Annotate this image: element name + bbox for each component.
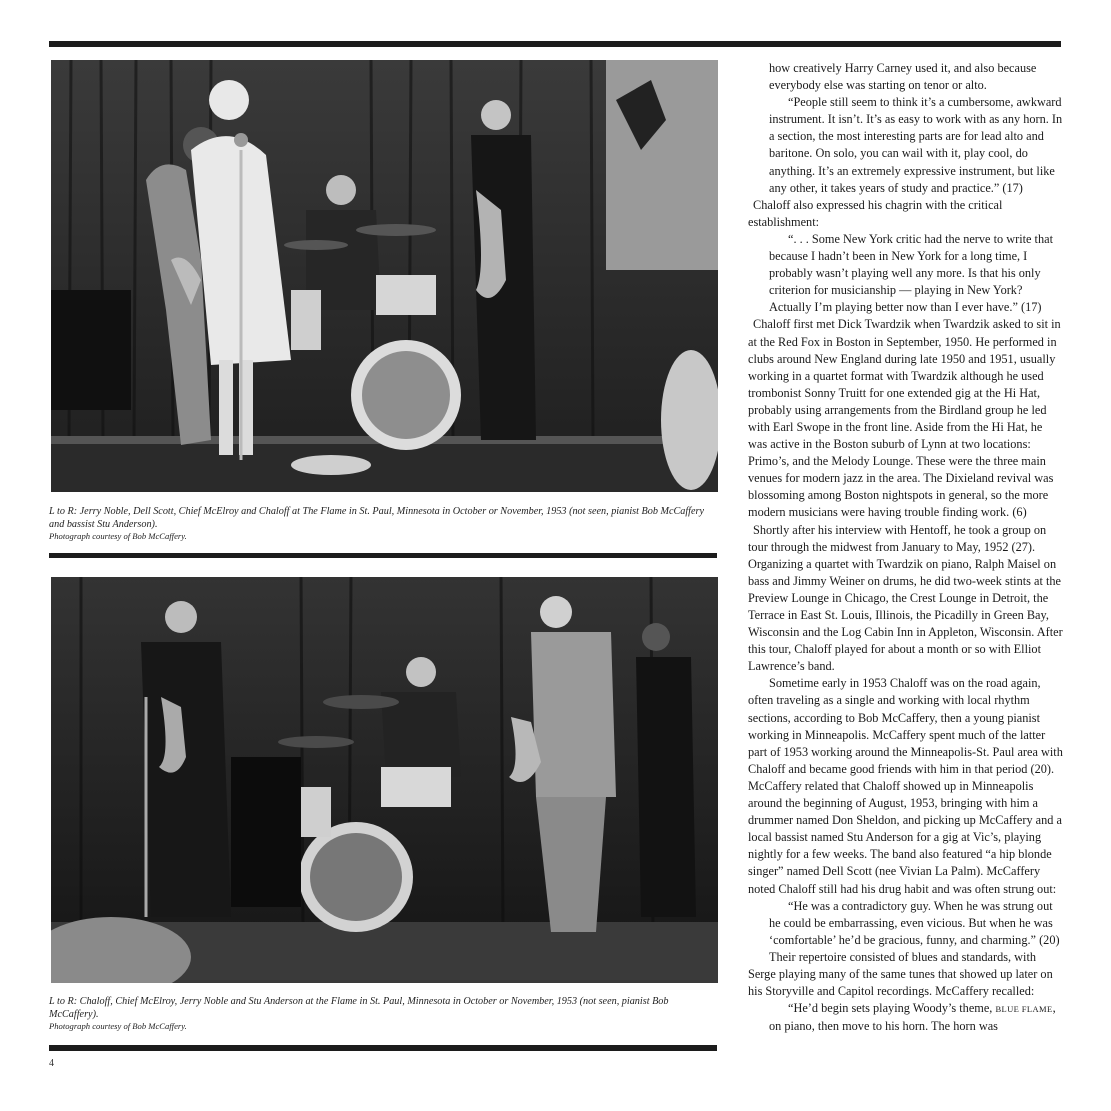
tune-title-small-caps: BLUE FLAME bbox=[995, 1004, 1053, 1015]
article-text-column bbox=[748, 60, 1064, 1035]
middle-rule bbox=[49, 553, 717, 558]
article-paragraph-7: Sometime early in 1953 Chaloff was on the road again, often traveling as a single and working with local rhythm sections, according to Bob McCaffery, then a young pianist working in Minneapolis. McCaffery spent much of the latter part of 1953 working around the Minneapolis-St. Paul area with Chaloff and became good friends with him in that period (20). McCaffery related that Chaloff showed up in Minneapolis around the beginning of August, 1953, bringing with him a drummer named Don Sheldon, and picking up McCaffery and a local bassist named Stu Anderson for a gig at Vic’s, playing nightly for a few weeks. The band also featured “a hip blonde singer” named Dell Scott (nee Vivian La Palm). McCaffery noted Chaloff still had his drug habit and was often strung out: bbox=[748, 676, 1063, 896]
quote-1 bbox=[769, 94, 1064, 197]
photo-bottom-caption bbox=[49, 996, 717, 1032]
article-paragraph-8: “He was a contradictory guy. When he was strung out he could be embarrassing, even vicious. But when he was ‘comfortable’ he’d be gracious, funny, and charming.” (20) bbox=[769, 898, 1060, 947]
article-paragraph-5: Chaloff first met Dick Twardzik when Twardzik asked to sit in at the Red Fox in Boston in September, 1950. He performed in clubs around New England during late 1950 and 1951, usually working in a quartet format with Twardzik although he used trombonist Sonny Truitt for one extended gig at the Hi Hat, probably using arrangements from the Birdland group he led with Earl Swope in the front line. Aside from the Hi Hat, he was active in the Boston suburb of Lynn at two locations: Primo’s, and the Melody Lounge. These were the three main venues for modern jazz in the area. The Dixieland revival was blossoming among Boston nightspots in general, so the more modern musicians were having trouble finding work. (6) bbox=[748, 317, 1061, 520]
photo-bottom-band-on-stage bbox=[51, 577, 718, 983]
article-paragraph-9: Their repertoire consisted of blues and standards, with Serge playing many of the same tunes that showed up later on his Storyville and Capitol recordings. McCaffery recalled: bbox=[748, 949, 1053, 999]
photo-top-credit: Photograph courtesy of Bob McCaffery. bbox=[49, 531, 187, 541]
quote-4-end: , on piano, then move to his horn. The horn was bbox=[769, 1001, 1056, 1034]
bottom-rule bbox=[49, 1045, 717, 1051]
quote-2 bbox=[769, 231, 1064, 316]
article-paragraph-4: “. . . Some New York critic had the nerve to write that because I hadn’t been in New York for a long time, I probably wasn’t playing well any more. Is that his only criterion for musicianship — playing in New York? Actually I’m playing better now than I ever have.” (17) bbox=[769, 231, 1054, 315]
top-rule bbox=[49, 41, 1061, 47]
photo-top-caption-text: L to R: Jerry Noble, Dell Scott, Chief McElroy and Chaloff at The Flame in St. Paul, Minnesota in October or November, 1953 (not seen, pianist Bob McCaffery and bassist Stu Anderson). bbox=[49, 506, 705, 530]
article-paragraph-1: how creatively Harry Carney used it, and also because everybody else was starting on tenor or alto. bbox=[769, 61, 1037, 93]
article-paragraph-6: Shortly after his interview with Hentoff, he took a group on tour through the midwest from January to May, 1952 (27). Organizing a quartet with Twardzik on piano, Ralph Maisel on bass and Jimmy Weiner on drums, he did two-week stints at the Preview Lounge in Chicago, the Crest Lounge in Detroit, the Terrace in East St. Louis, Illinois, the Picadilly in Green Bay, Wisconsin and the Log Cabin Inn in Appleton, Wisconsin. After this tour, Chaloff played for about a month or so with Elliot Lawrence’s band. bbox=[748, 522, 1063, 674]
photo-top-band-on-stage bbox=[51, 60, 718, 492]
quote-4-start: “He’d begin sets playing Woody’s theme, bbox=[788, 1001, 996, 1016]
article-paragraph-2: “People still seem to think it’s a cumbersome, awkward instrument. It isn’t. It’s as easy to work with as any horn. In a section, the most interesting parts are for lead alto and baritone. On solo, you can wail with it, play cool, do anything. It’s an extremely expressive instrument, but like any other, it takes years of study and practice.” (17) bbox=[769, 95, 1063, 195]
photo-bottom-caption-text: L to R: Chaloff, Chief McElroy, Jerry Noble and Stu Anderson at the Flame in St. Paul, Minnesota in October or November, 1953 (not seen, pianist Bob McCaffery). bbox=[49, 996, 669, 1020]
quote-4 bbox=[769, 1000, 1064, 1035]
page-number: 4 bbox=[49, 1058, 54, 1069]
article-paragraph-10 bbox=[769, 1000, 1064, 1035]
photo-bottom-credit: Photograph courtesy of Bob McCaffery. bbox=[49, 1021, 187, 1031]
article-paragraph-3: Chaloff also expressed his chagrin with the critical establishment: bbox=[748, 197, 1003, 229]
quote-3 bbox=[769, 898, 1064, 949]
photo-top-caption bbox=[49, 506, 717, 542]
